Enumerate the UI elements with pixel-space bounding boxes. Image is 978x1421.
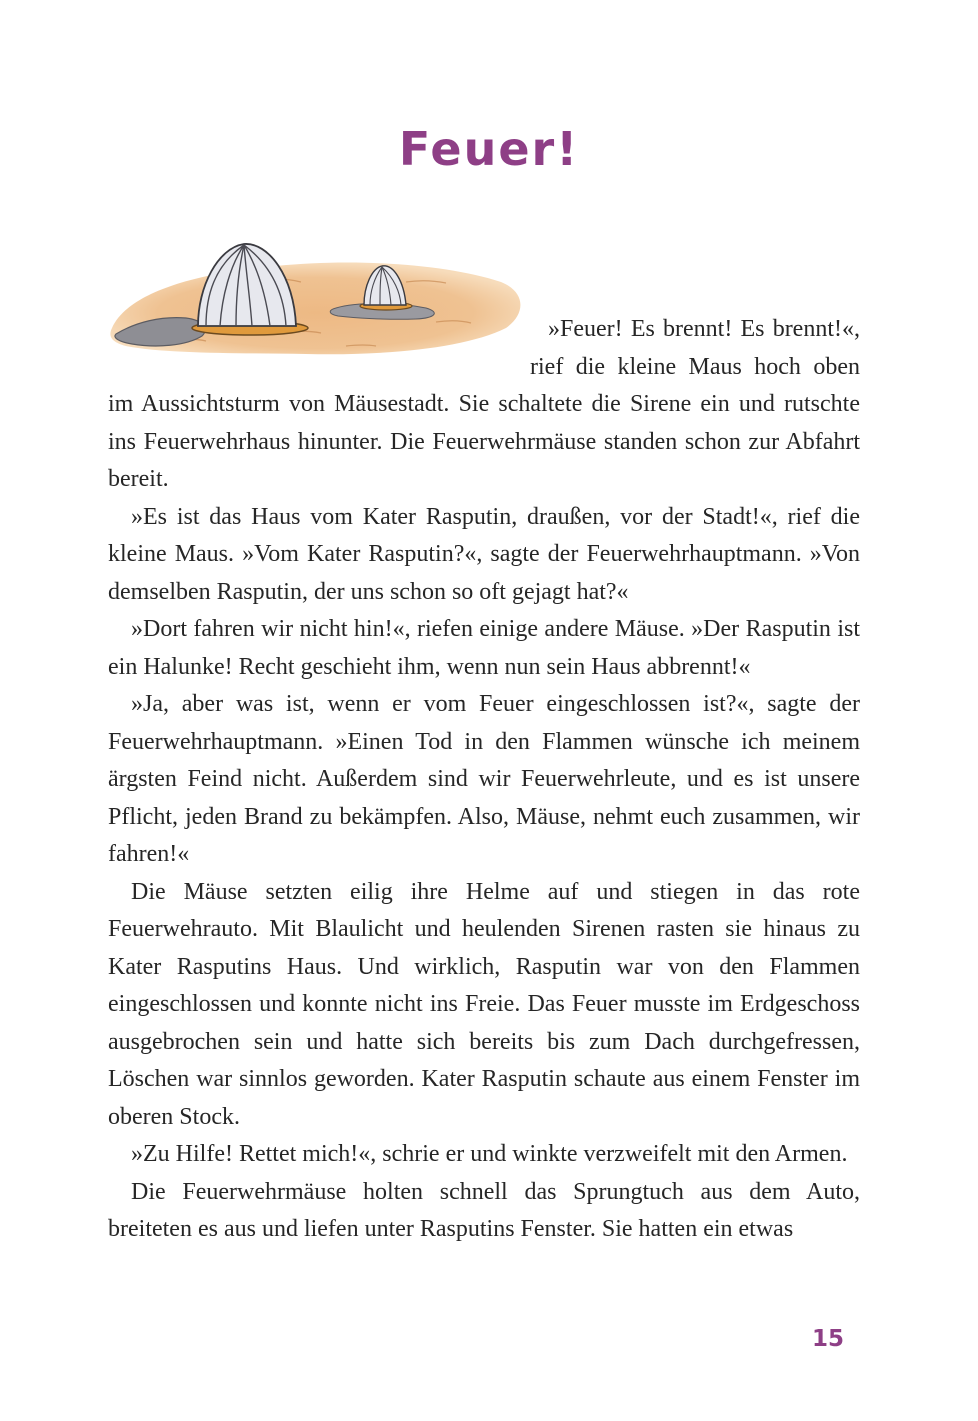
paragraph: »Ja, aber was ist, wenn er vom Feuer eingeschlossen ist?«, sagte der Feuerwehrhauptmann. »Einen Tod in den Flammen wünsche ich meinem ärgsten Feind nicht. Außerdem sind wir Feuerwehrleute, und es ist unsere Pflicht, jeden Brand zu bekämpfen. Also, Mäuse, nehmt euch zusammen, wir fahren!« [108,691,860,867]
paragraph: Die Mäuse setzten eilig ihre Helme auf und stiegen in das rote Feuerwehrauto. Mit Blaulicht und heulenden Sirenen rasten sie hinaus zu Kater Rasputins Haus. Und wirklich, Rasputin war von den Flammen eingeschlossen und konnte nicht ins Freie. Das Feuer musste im Erdgeschoss ausgebrochen sein und hatte sich bereits bis zum Dach durchgefressen, Löschen war sinnlos geworden. Kater Rasputin schaute aus einem Fenster im oberen Stock. [108,878,860,1130]
chapter-title: Feuer! [398,122,580,176]
paragraph: »Es ist das Haus vom Kater Rasputin, draußen, vor der Stadt!«, rief die kleine Maus. »Vom Kater Rasputin?«, sagte der Feuerwehrhauptmann. »Von demselben Rasputin, der uns schon so oft gejagt hat?« [108,503,860,605]
paragraph: »Zu Hilfe! Rettet mich!«, schrie er und winkte verzweifelt mit den Armen. [131,1141,848,1167]
paragraph: Die Feuerwehrmäuse holten schnell das Sprungtuch aus dem Auto, breiteten es aus und liefen unter Rasputins Fenster. Sie hatten ein etwas [108,1178,860,1242]
opening-lines [530,311,860,386]
page-number: 15 [812,1326,845,1352]
opening-line: rief die kleine Maus hoch oben [530,353,860,380]
paragraph: im Aussichtsturm von Mäusestadt. Sie schaltete die Sirene ein und rutschte ins Feuerwehrhaus hinunter. Die Feuerwehrmäuse standen schon zur Abfahrt bereit. [108,391,860,492]
paragraph: »Dort fahren wir nicht hin!«, riefen einige andere Mäuse. »Der Rasputin ist ein Halunke! Recht geschieht ihm, wenn nun sein Haus abbrennt!« [108,616,860,680]
story-text [108,386,860,1249]
sand-helmets-illustration [106,236,524,368]
opening-line: »Feuer! Es brennt! Es brennt!«, [548,316,860,342]
